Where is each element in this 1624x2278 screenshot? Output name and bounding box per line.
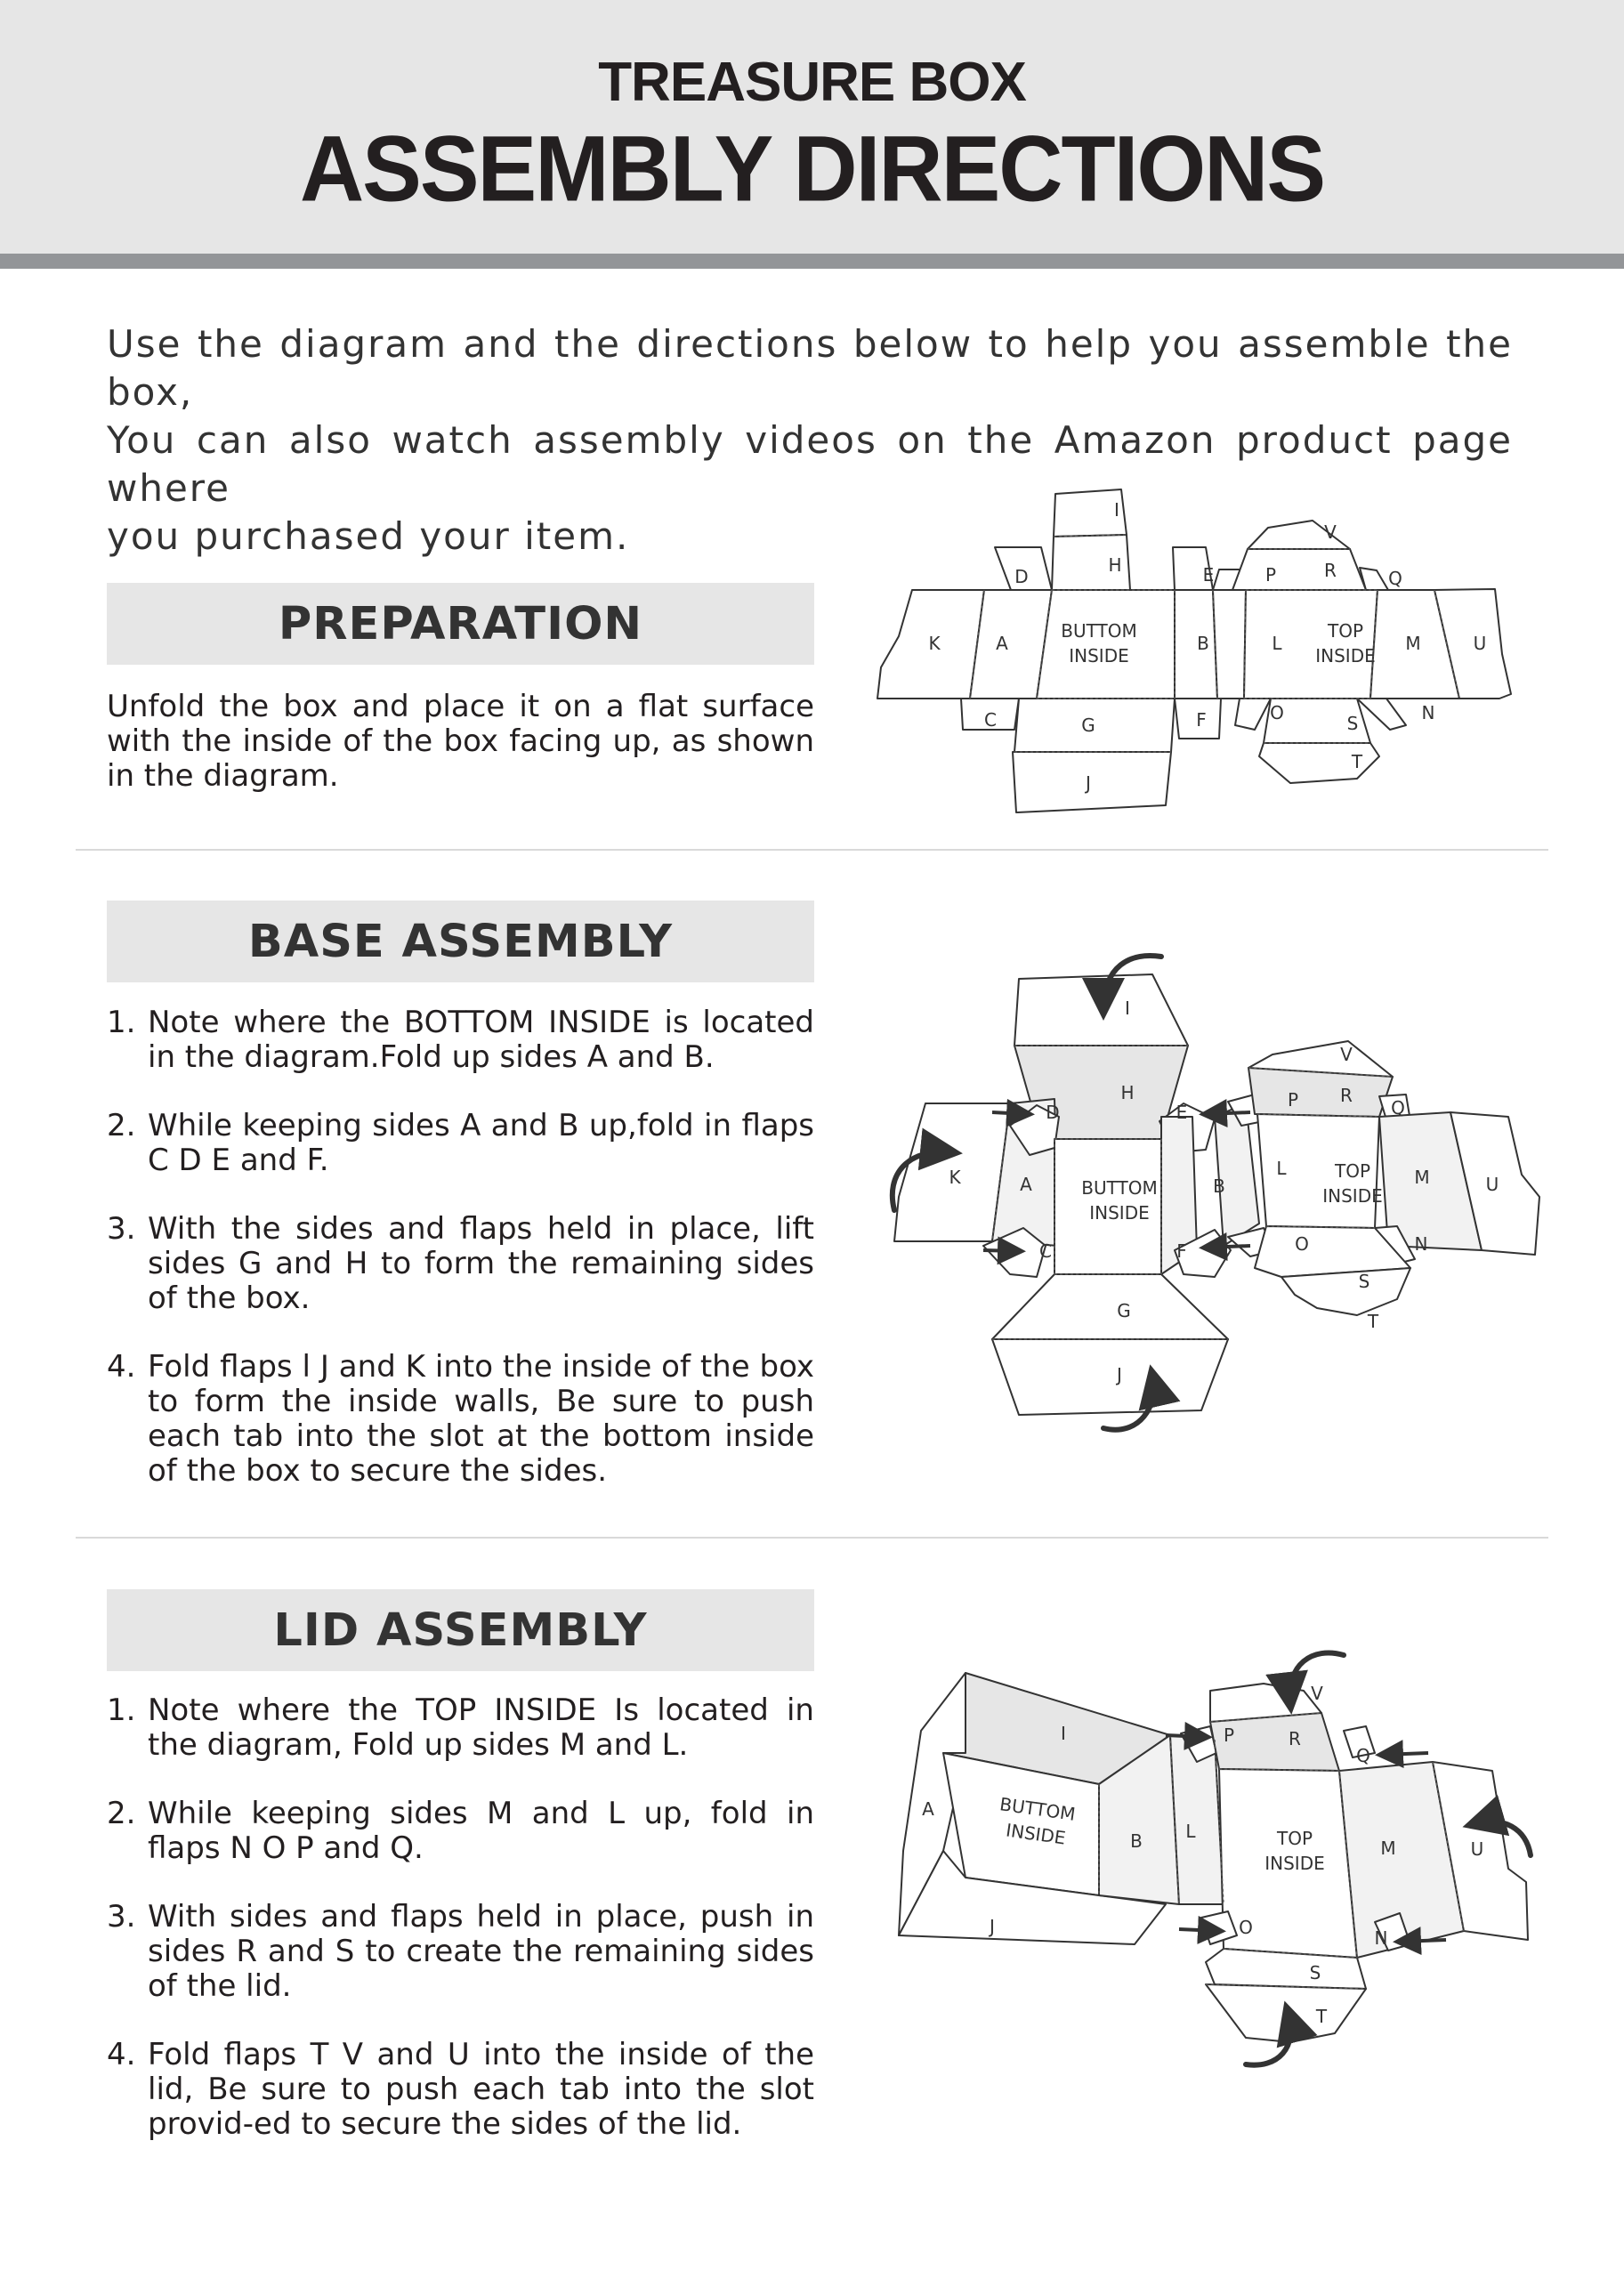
step-text: Note where the BOTTOM INSIDE is located in the diagram.Fold up sides A and B. bbox=[148, 1005, 814, 1075]
label-e: E bbox=[1202, 564, 1215, 586]
label-q: Q bbox=[1388, 568, 1402, 589]
label-a: A bbox=[922, 1798, 934, 1820]
label-q: Q bbox=[1391, 1097, 1405, 1119]
label-v: V bbox=[1340, 1044, 1353, 1065]
intro-line: You can also watch assembly videos on the Amazon product page where bbox=[107, 418, 1513, 510]
label-u: U bbox=[1485, 1174, 1499, 1195]
label-d: D bbox=[1046, 1102, 1060, 1123]
label-t: T bbox=[1351, 751, 1363, 772]
label-c: C bbox=[984, 709, 997, 731]
base-step-3 bbox=[107, 1212, 814, 1316]
section-divider bbox=[76, 849, 1548, 851]
diagram-unfolded bbox=[872, 485, 1548, 823]
step-number: 1. bbox=[107, 1692, 136, 1728]
step-text: While keeping sides M and L up, fold in flaps N O P and Q. bbox=[148, 1796, 814, 1866]
step-number: 2. bbox=[107, 1796, 136, 1831]
label-i: I bbox=[1114, 499, 1119, 521]
label-g: G bbox=[1081, 715, 1095, 736]
label-l: L bbox=[1185, 1821, 1196, 1842]
header-subtitle: TREASURE BOX bbox=[598, 52, 1026, 113]
label-s: S bbox=[1309, 1962, 1321, 1983]
step-number: 3. bbox=[107, 1899, 136, 1935]
label-bottom-1: BUTTOM bbox=[1081, 1177, 1158, 1199]
label-o: O bbox=[1295, 1233, 1309, 1255]
base-step-4 bbox=[107, 1350, 814, 1489]
label-d: D bbox=[1014, 566, 1029, 587]
label-k: K bbox=[949, 1167, 961, 1188]
label-m: M bbox=[1380, 1838, 1396, 1859]
label-bottom-2: INSIDE bbox=[1069, 645, 1129, 666]
label-u: U bbox=[1473, 633, 1487, 654]
label-m: M bbox=[1414, 1167, 1430, 1188]
label-n: N bbox=[1374, 1927, 1388, 1949]
label-a: A bbox=[996, 633, 1008, 654]
section-divider bbox=[76, 1537, 1548, 1539]
step-text: With sides and flaps held in place, push in sides R and S to create the remaining sides of the lid. bbox=[148, 1899, 814, 2004]
label-n: N bbox=[1414, 1233, 1428, 1255]
label-a: A bbox=[1020, 1174, 1032, 1195]
label-m: M bbox=[1405, 633, 1421, 654]
diagram-lid-assembly bbox=[894, 1637, 1571, 2100]
label-r: R bbox=[1324, 560, 1337, 581]
label-g: G bbox=[1117, 1300, 1131, 1321]
label-j: J bbox=[1117, 1364, 1122, 1385]
step-number: 4. bbox=[107, 2037, 136, 2072]
label-n: N bbox=[1421, 702, 1435, 723]
header-rule bbox=[0, 254, 1624, 269]
header-title: ASSEMBLY DIRECTIONS bbox=[299, 117, 1325, 222]
label-r: R bbox=[1340, 1085, 1353, 1106]
step-text: Fold flaps l J and K into the inside of the box to form the inside walls, Be sure to push each tab into the slot at the bottom inside of the box to secure the sides. bbox=[148, 1349, 814, 1489]
label-v: V bbox=[1324, 521, 1337, 543]
label-e: E bbox=[1176, 1102, 1188, 1123]
lid-step-2 bbox=[107, 1797, 814, 1866]
label-h: H bbox=[1108, 554, 1122, 576]
label-top-2: INSIDE bbox=[1315, 645, 1376, 666]
label-f: F bbox=[1196, 709, 1207, 731]
step-text: While keeping sides A and B up,fold in flaps C D E and F. bbox=[148, 1108, 814, 1178]
label-i: I bbox=[1125, 998, 1130, 1019]
label-j: J bbox=[1086, 772, 1091, 794]
label-c: C bbox=[1039, 1240, 1052, 1262]
base-assembly-heading: BASE ASSEMBLY bbox=[107, 901, 814, 982]
label-o: O bbox=[1239, 1917, 1253, 1938]
label-i: I bbox=[1061, 1723, 1066, 1744]
step-text: Note where the TOP INSIDE Is located in the diagram, Fold up sides M and L. bbox=[148, 1692, 814, 1763]
label-p: P bbox=[1264, 564, 1277, 586]
step-text: Fold flaps T V and U into the inside of the lid, Be sure to push each tab into the slot provid-ed to secure the sides of the lid. bbox=[148, 2037, 814, 2142]
step-number: 3. bbox=[107, 1211, 136, 1247]
label-top-1: TOP bbox=[1327, 620, 1364, 642]
label-j: J bbox=[990, 1916, 995, 1937]
label-bottom-2: INSIDE bbox=[1004, 1819, 1068, 1849]
label-bottom-1: BUTTOM bbox=[1061, 620, 1137, 642]
intro-line: you purchased your item. bbox=[107, 514, 630, 558]
label-t: T bbox=[1315, 2006, 1328, 2027]
step-text: With the sides and flaps held in place, lift sides G and H to form the remaining sides of the box. bbox=[148, 1211, 814, 1316]
intro-line: Use the diagram and the directions below to help you assemble the box, bbox=[107, 322, 1513, 414]
label-p: P bbox=[1287, 1089, 1299, 1111]
lid-step-3 bbox=[107, 1900, 814, 2004]
label-top-1: TOP bbox=[1276, 1828, 1313, 1849]
lid-assembly-heading: LID ASSEMBLY bbox=[107, 1589, 814, 1671]
label-p: P bbox=[1223, 1725, 1235, 1746]
label-l: L bbox=[1272, 633, 1282, 654]
lid-assembly-steps bbox=[107, 1693, 814, 2176]
label-v: V bbox=[1311, 1683, 1323, 1704]
lid-step-4 bbox=[107, 2038, 814, 2142]
label-o: O bbox=[1270, 702, 1284, 723]
preparation-text: Unfold the box and place it on a flat surface with the inside of the box facing up, as shown in the diagram. bbox=[107, 689, 814, 794]
label-bottom-2: INSIDE bbox=[1089, 1202, 1150, 1224]
step-number: 2. bbox=[107, 1108, 136, 1143]
label-bottom-1: BUTTOM bbox=[998, 1793, 1077, 1825]
label-b: B bbox=[1213, 1175, 1225, 1197]
preparation-heading: PREPARATION bbox=[107, 583, 814, 665]
step-number: 1. bbox=[107, 1005, 136, 1040]
label-k: K bbox=[928, 633, 941, 654]
step-number: 4. bbox=[107, 1349, 136, 1385]
label-f: F bbox=[1176, 1240, 1187, 1262]
label-l: L bbox=[1276, 1158, 1287, 1179]
label-r: R bbox=[1289, 1728, 1301, 1749]
label-q: Q bbox=[1356, 1745, 1370, 1766]
label-b: B bbox=[1197, 633, 1209, 654]
label-h: H bbox=[1120, 1082, 1135, 1103]
label-u: U bbox=[1470, 1838, 1484, 1860]
base-assembly-steps bbox=[107, 1006, 814, 1523]
diagram-base-assembly bbox=[877, 943, 1553, 1442]
base-step-1 bbox=[107, 1006, 814, 1075]
label-top-1: TOP bbox=[1334, 1160, 1371, 1182]
lid-step-1 bbox=[107, 1693, 814, 1763]
label-t: T bbox=[1367, 1311, 1379, 1332]
label-top-2: INSIDE bbox=[1264, 1853, 1325, 1874]
base-step-2 bbox=[107, 1109, 814, 1178]
label-b: B bbox=[1130, 1830, 1143, 1852]
label-s: S bbox=[1358, 1271, 1370, 1292]
label-top-2: INSIDE bbox=[1322, 1185, 1383, 1207]
label-s: S bbox=[1346, 713, 1359, 734]
